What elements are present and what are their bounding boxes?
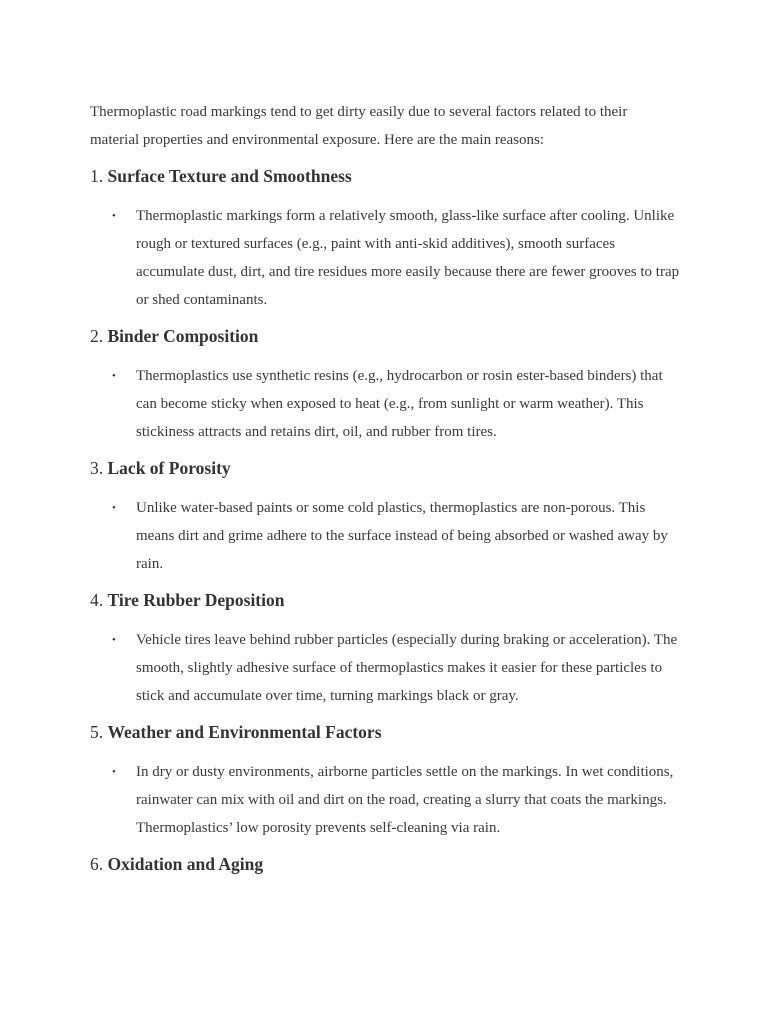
list-item (112, 202, 680, 314)
list-item (112, 494, 680, 578)
intro-paragraph: Thermoplastic road markings tend to get dirty easily due to several factors related to their material properties and environmental exposure. Here are the main reasons: (90, 104, 628, 148)
section-heading (90, 852, 680, 876)
section-binder-composition (90, 324, 680, 446)
section-number: 6. (90, 854, 104, 874)
document-body (90, 98, 680, 876)
list-item (112, 626, 680, 710)
section-lack-of-porosity (90, 456, 680, 578)
bullet-text: In dry or dusty environments, airborne particles settle on the markings. In wet conditions, rainwater can mix with oil and dirt on the road, creating a slurry that coats the markings. Thermoplastics’ low porosity prevents self-cleaning via rain. (136, 764, 674, 836)
bullet-list (90, 626, 680, 710)
section-title: Weather and Environmental Factors (107, 722, 382, 742)
section-oxidation-aging (90, 852, 680, 876)
bullet-icon: • (112, 502, 116, 514)
bullet-icon: • (112, 766, 116, 778)
section-number: 4. (90, 590, 104, 610)
list-item (112, 758, 680, 842)
bullet-icon: • (112, 210, 116, 222)
bullet-text: Thermoplastics use synthetic resins (e.g., hydrocarbon or rosin ester-based binders) that can become sticky when exposed to heat (e.g., from sunlight or warm weather). This stickiness attracts and retains dirt, oil, and rubber from tires. (136, 368, 663, 440)
bullet-list (90, 494, 680, 578)
bullet-icon: • (112, 370, 116, 382)
bullet-text: Unlike water-based paints or some cold plastics, thermoplastics are non-porous. This means dirt and grime adhere to the surface instead of being absorbed or washed away by rain. (136, 500, 668, 572)
section-title: Lack of Porosity (107, 458, 231, 478)
section-title: Tire Rubber Deposition (107, 590, 285, 610)
section-heading (90, 588, 680, 612)
list-item (112, 362, 680, 446)
section-title: Surface Texture and Smoothness (107, 166, 352, 186)
section-heading (90, 324, 680, 348)
section-heading (90, 720, 680, 744)
section-weather-factors (90, 720, 680, 842)
bullet-list (90, 202, 680, 314)
section-title: Oxidation and Aging (107, 854, 264, 874)
bullet-list (90, 362, 680, 446)
bullet-list (90, 758, 680, 842)
section-title: Binder Composition (107, 326, 259, 346)
bullet-text: Vehicle tires leave behind rubber particles (especially during braking or acceleration). The smooth, slightly adhesive surface of thermoplastics makes it easier for these particles to stick and accumulate over time, turning markings black or gray. (136, 632, 678, 704)
section-number: 2. (90, 326, 104, 346)
section-surface-texture (90, 164, 680, 314)
section-number: 1. (90, 166, 104, 186)
section-number: 5. (90, 722, 104, 742)
section-number: 3. (90, 458, 104, 478)
section-heading (90, 456, 680, 480)
section-heading (90, 164, 680, 188)
bullet-icon: • (112, 634, 116, 646)
bullet-text: Thermoplastic markings form a relatively smooth, glass-like surface after cooling. Unlike rough or textured surfaces (e.g., paint with anti-skid additives), smooth surfaces accumulate dust, dirt, and tire residues more easily because there are fewer grooves to trap or shed contaminants. (136, 208, 680, 308)
section-tire-rubber (90, 588, 680, 710)
